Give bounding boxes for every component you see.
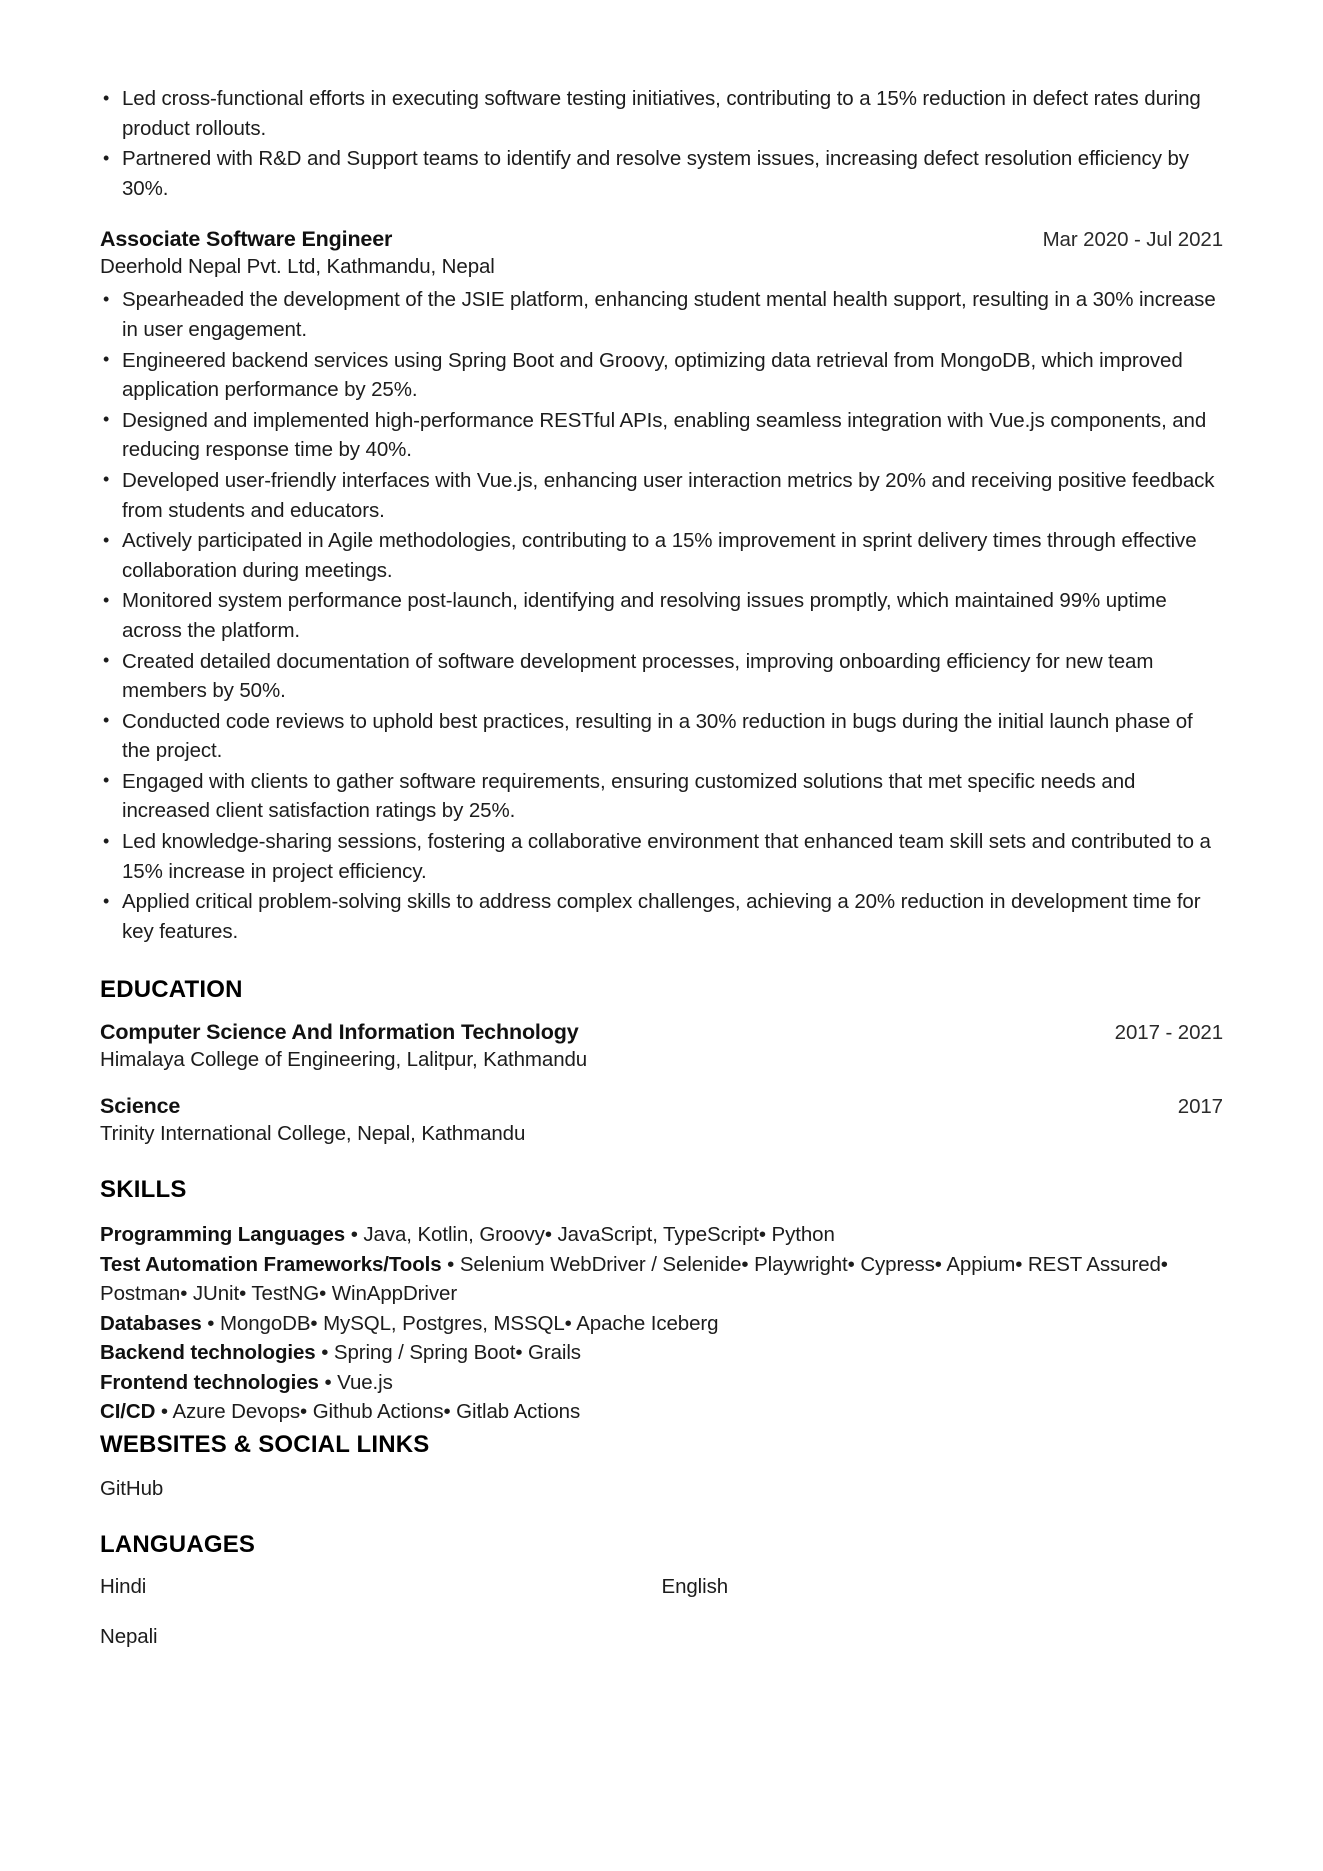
languages-grid <box>100 1575 1223 1649</box>
list-item: • Monitored system performance post-launch, identifying and resolving issues promptly, which maintained 99% uptime across the platform. <box>100 586 1223 645</box>
skill-category-label: Test Automation Frameworks/Tools <box>100 1252 442 1276</box>
list-item: • Designed and implemented high-performance RESTful APIs, enabling seamless integration with Vue.js components, and reducing response time by 40%. <box>100 406 1223 465</box>
language-item: Hindi <box>100 1574 147 1598</box>
skill-row <box>100 1397 1223 1427</box>
job-title: Associate Software Engineer <box>100 227 393 252</box>
school-name-location: Trinity International College, Nepal, Kathmandu <box>100 1122 526 1146</box>
list-item: • Engineered backend services using Spring Boot and Groovy, optimizing data retrieval from MongoDB, which improved application performance by 25%. <box>100 346 1223 405</box>
degree-title: Computer Science And Information Technology <box>100 1020 579 1045</box>
skill-category-label: Programming Languages <box>100 1223 346 1247</box>
experience-entry <box>100 227 1223 946</box>
skill-category-label: CI/CD <box>100 1400 156 1424</box>
degree-date-range: 2017 <box>1177 1095 1223 1119</box>
degree-title: Science <box>100 1094 181 1119</box>
section-heading-education: EDUCATION <box>100 976 243 1004</box>
education-entry-header <box>100 1094 1223 1119</box>
skill-items: • Azure Devops• Github Actions• Gitlab Actions <box>160 1400 581 1424</box>
list-item: • Led cross-functional efforts in executing software testing initiatives, contributing to a 15% reduction in defect rates during product rollouts. <box>100 84 1223 143</box>
continued-bullet-list <box>100 84 1223 203</box>
education-entry-header <box>100 1020 1223 1045</box>
section-heading-languages: LANGUAGES <box>100 1530 256 1558</box>
skill-category-label: Frontend technologies <box>100 1370 319 1394</box>
section-heading-skills: SKILLS <box>100 1176 187 1204</box>
skills-list <box>100 1220 1223 1427</box>
job-company-location: Deerhold Nepal Pvt. Ltd, Kathmandu, Nepal <box>100 255 495 279</box>
section-heading-websites: WEBSITES & SOCIAL LINKS <box>100 1430 430 1458</box>
skill-items: • Spring / Spring Boot• Grails <box>321 1341 581 1365</box>
list-item: • Created detailed documentation of software development processes, improving onboarding efficiency for new team members by 50%. <box>100 647 1223 706</box>
skill-category-label: Databases <box>100 1311 202 1335</box>
skill-row <box>100 1250 1223 1309</box>
list-item: • Partnered with R&D and Support teams to identify and resolve system issues, increasing defect resolution efficiency by 30%. <box>100 144 1223 203</box>
skill-row <box>100 1220 1223 1250</box>
language-item: English <box>661 1574 729 1598</box>
degree-date-range: 2017 - 2021 <box>1114 1021 1223 1045</box>
skill-category-label: Backend technologies <box>100 1341 316 1365</box>
skill-row <box>100 1309 1223 1339</box>
skill-items: • Vue.js <box>324 1370 393 1394</box>
experience-entry-header <box>100 227 1223 252</box>
skill-row <box>100 1368 1223 1398</box>
school-name-location: Himalaya College of Engineering, Lalitpur, Kathmandu <box>100 1048 588 1072</box>
website-link-github[interactable]: GitHub <box>100 1476 164 1500</box>
skill-row <box>100 1338 1223 1368</box>
education-entry <box>100 1094 1223 1146</box>
education-entry <box>100 1020 1223 1072</box>
job-date-range: Mar 2020 - Jul 2021 <box>1042 228 1223 252</box>
language-item: Nepali <box>100 1624 158 1648</box>
list-item: • Applied critical problem-solving skills to address complex challenges, achieving a 20% reduction in development time for key features. <box>100 887 1223 946</box>
list-item: • Developed user-friendly interfaces with Vue.js, enhancing user interaction metrics by 20% and receiving positive feedback from students and educators. <box>100 466 1223 525</box>
list-item: • Spearheaded the development of the JSIE platform, enhancing student mental health support, resulting in a 30% increase in user engagement. <box>100 285 1223 344</box>
skill-items: • Selenium WebDriver / Selenide• Playwright• Cypress• Appium• REST Assured• Postman• JUnit• TestNG• WinAppDriver <box>100 1252 1168 1306</box>
job-bullet-list <box>100 285 1223 946</box>
list-item: • Conducted code reviews to uphold best practices, resulting in a 30% reduction in bugs during the initial launch phase of the project. <box>100 707 1223 766</box>
skill-items: • MongoDB• MySQL, Postgres, MSSQL• Apache Iceberg <box>207 1311 719 1335</box>
list-item: • Led knowledge-sharing sessions, fostering a collaborative environment that enhanced team skill sets and contributed to a 15% increase in project efficiency. <box>100 827 1223 886</box>
list-item: • Actively participated in Agile methodologies, contributing to a 15% improvement in sprint delivery times through effective collaboration during meetings. <box>100 526 1223 585</box>
list-item: • Engaged with clients to gather software requirements, ensuring customized solutions that met specific needs and increased client satisfaction ratings by 25%. <box>100 767 1223 826</box>
skill-items: • Java, Kotlin, Groovy• JavaScript, TypeScript• Python <box>350 1223 835 1247</box>
